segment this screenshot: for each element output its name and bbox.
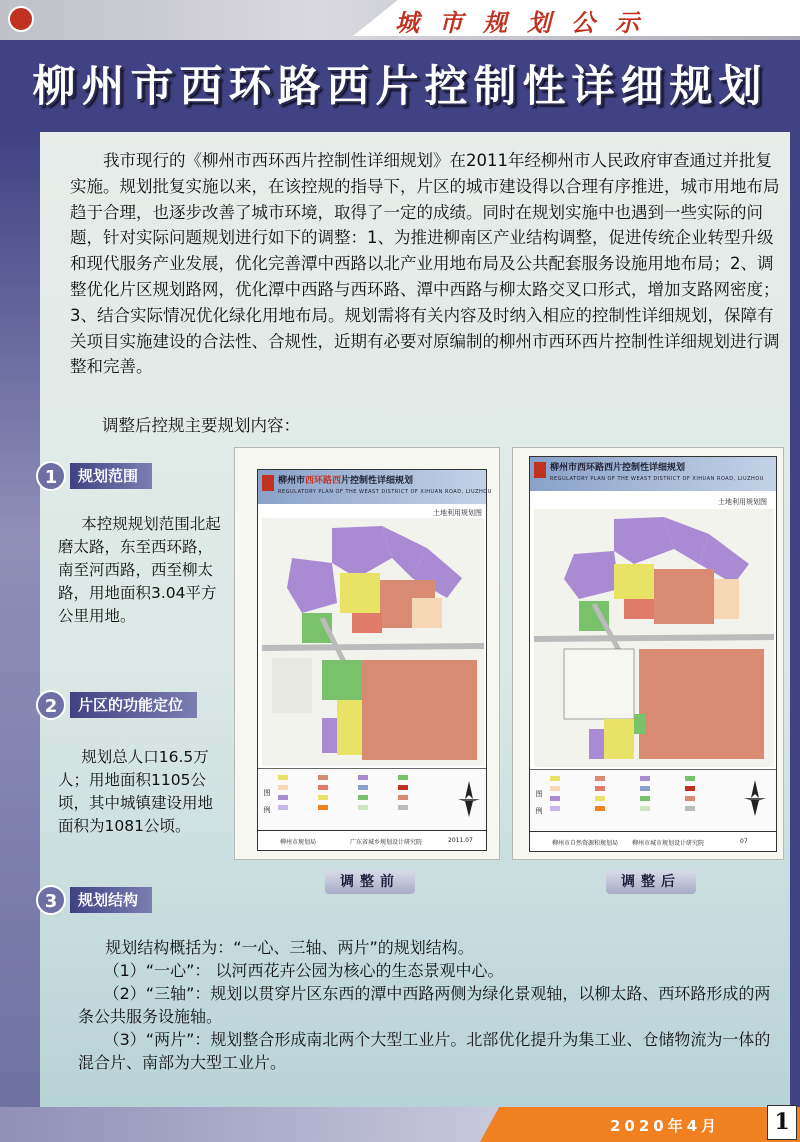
structure-text xyxy=(78,936,778,1074)
map-before-header-mark xyxy=(262,475,274,491)
intro-subheading: 调整后控规主要规划内容： xyxy=(102,416,300,435)
section-1-number: 1 xyxy=(36,461,66,491)
map-before-legend xyxy=(258,768,486,830)
map-after-title: 柳州市西环路西片控制性详细规划 xyxy=(550,463,686,473)
structure-line-2: （1）“一心”： 以河西花卉公园为核心的生态景观中心。 xyxy=(103,961,504,980)
left-frame xyxy=(0,132,40,1142)
page-title: 柳州市西环路西片控制性详细规划 xyxy=(32,62,768,112)
right-frame xyxy=(790,132,800,1132)
section-2-paragraph: 规划总人口16.5万人；用地面积1105公顷，其中城镇建设用地面积为1081公顷。 xyxy=(58,748,214,835)
footer-date: 2020年4月 xyxy=(610,1117,721,1135)
caption-after: 调整后 xyxy=(606,870,696,894)
footer-band xyxy=(0,1107,500,1142)
map-after-land-use xyxy=(534,509,774,767)
map-after-foot-authority: 柳州市自然资源和规划局 xyxy=(552,840,619,847)
north-arrow-icon xyxy=(744,780,766,816)
section-1-paragraph: 本控规规划范围北起磨太路，东至西环路，南至河西路，西至柳太路，用地面积3.04平方公里用地。 xyxy=(58,515,221,625)
map-after-tag: 土地利用规划图 xyxy=(718,498,767,506)
intro-text xyxy=(70,148,782,380)
map-after-foot-date: 07 xyxy=(740,838,748,845)
column-label: 城市规划公示 xyxy=(395,9,659,37)
header-dot xyxy=(8,6,34,32)
map-before-foot-date: 2011.07 xyxy=(448,837,473,844)
map-after-footer xyxy=(530,831,776,851)
map-before-sheet xyxy=(234,447,500,860)
north-arrow-icon xyxy=(458,781,480,817)
section-3-label: 规划结构 xyxy=(70,887,152,913)
map-before-footer xyxy=(258,830,486,850)
map-before-legend-swatches xyxy=(278,775,448,825)
map-after-header xyxy=(530,457,776,491)
map-before-subtitle: REGULATORY PLAN OF THE WEAST DISTRICT OF XIHUAN ROAD, LIUZHOU xyxy=(278,489,492,495)
section-3-number: 3 xyxy=(36,885,66,915)
caption-before: 调整前 xyxy=(325,870,415,894)
map-after-frame xyxy=(529,456,777,852)
map-after-subtitle: REGULATORY PLAN OF THE WEAST DISTRICT OF XIHUAN ROAD, LIUZHOU xyxy=(550,476,764,482)
section-1-text xyxy=(58,513,228,628)
section-1-header xyxy=(36,461,236,491)
section-2-number: 2 xyxy=(36,690,66,720)
section-3-header xyxy=(36,885,236,915)
section-2-text xyxy=(58,746,228,838)
structure-line-1: 规划结构概括为：“一心、三轴、两片”的规划结构。 xyxy=(105,938,474,957)
map-after-legend xyxy=(530,769,776,831)
map-before-title: 柳州市西环路西片控制性详细规划 xyxy=(278,476,414,486)
map-after-sheet xyxy=(512,447,784,860)
map-before-foot-authority: 柳州市规划局 xyxy=(280,839,317,846)
structure-line-4: （3）“两片”：规划整合形成南北两个大型工业片。北部优化提升为集工业、仓储物流为一体的混合片、南部为大型工业片。 xyxy=(78,1030,771,1072)
map-before-legend-label: 图例 xyxy=(263,789,271,823)
section-2-label: 片区的功能定位 xyxy=(70,692,197,718)
map-after-legend-swatches xyxy=(550,776,740,826)
map-before-frame xyxy=(257,469,492,851)
structure-line-3: （2）“三轴”：规划以贯穿片区东西的潭中西路两侧为绿化景观轴，以柳太路、西环路形成的两条公共服务设施轴。 xyxy=(78,984,771,1026)
map-before-land-use xyxy=(262,518,484,766)
map-after-foot-designer: 柳州市城市规划设计研究院 xyxy=(632,840,705,847)
section-2-header xyxy=(36,690,236,720)
map-before-foot-designer: 广东省城乡规划设计研究院 xyxy=(350,839,423,846)
map-before-tag: 土地利用规划图 xyxy=(433,509,482,517)
map-before-header xyxy=(258,470,492,504)
intro-paragraph: 我市现行的《柳州市西环西片控制性详细规划》在2011年经柳州市人民政府审查通过并批复实施。规划批复实施以来，在该控规的指导下，片区的城市建设得以合理有序推进，城市用地布局趋于合理，也逐步改善了城市环境，取得了一定的成绩。同时在规划实施中也遇到一些实际的问题，针对实际问题规划进行如下的调整：1、为推进柳南区产业结构调整，促进传统企业转型升级和现代服务产业发展，优化完善潭中西路以北产业用地布局及公共配套服务设施用地布局；2、调整优化片区规划路网，优化潭中西路与西环路、潭中西路与柳太路交叉口形式，增加支路网密度；3、结合实际情况优化绿化用地布局。规划需将有关内容及时纳入相应的控制性详细规划，保障有关项目实施建设的合法性、合规性，近期有必要对原编制的柳州市西环西片控制性详细规划进行调整和完善。 xyxy=(70,151,780,377)
map-after-legend-label: 图例 xyxy=(535,790,543,824)
page-number: 1 xyxy=(767,1105,797,1140)
section-1-label: 规划范围 xyxy=(70,463,152,489)
map-after-header-mark xyxy=(534,462,546,478)
